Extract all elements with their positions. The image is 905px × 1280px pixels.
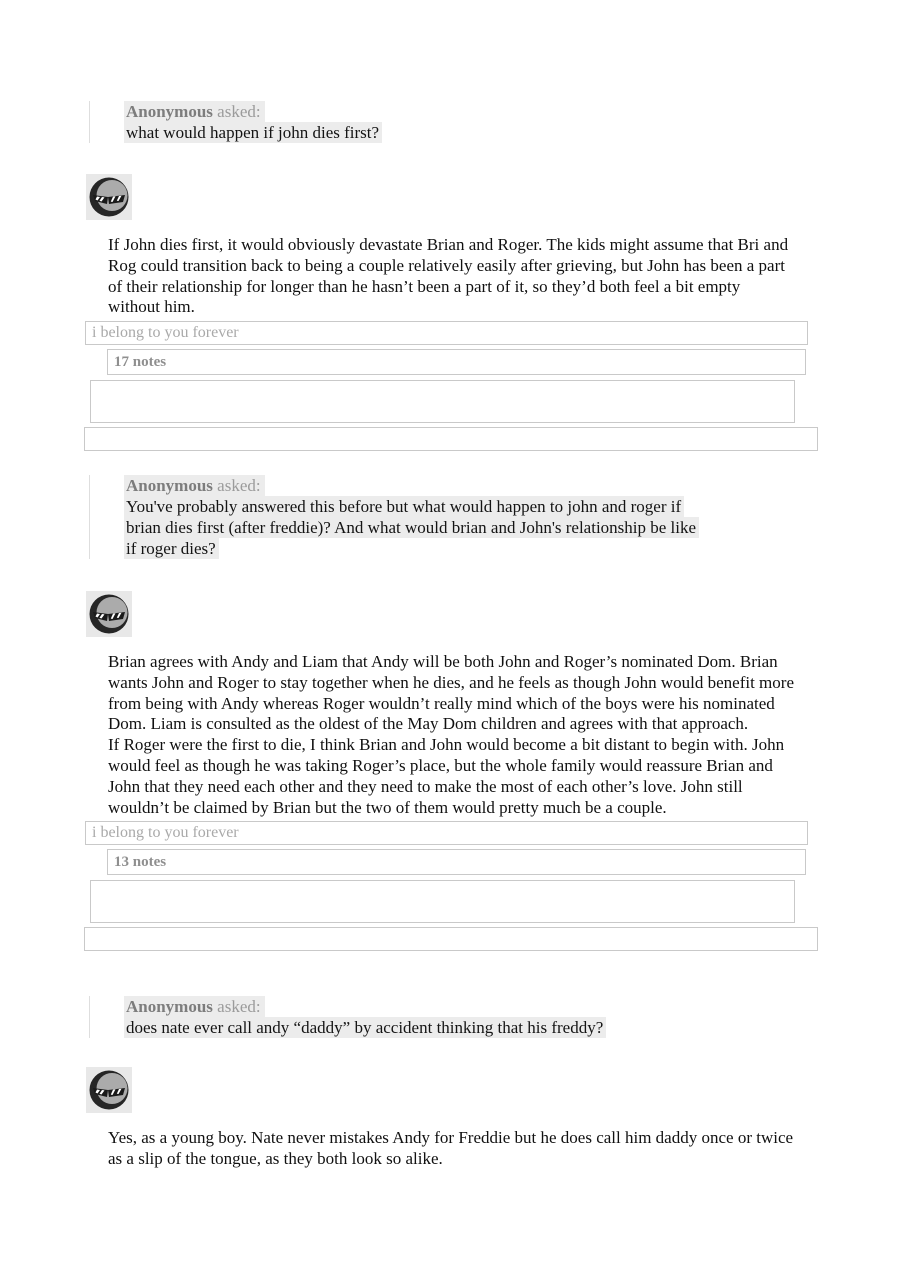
question-text: does nate ever call andy “daddy” by accident thinking that his freddy?: [124, 1017, 710, 1038]
asked-label: asked:: [217, 997, 261, 1016]
question-text: You've probably answered this before but what would happen to john and roger if brian dies first (after freddie)? And what would brian and John's relationship be like if roger dies?: [124, 496, 710, 559]
sunglasses-moon-avatar-icon[interactable]: [86, 591, 132, 637]
asker-name: Anonymous: [126, 476, 213, 495]
question-header: [124, 475, 905, 496]
question-block: [89, 475, 905, 559]
answer-text: [108, 235, 794, 318]
question-header-highlight: [124, 475, 265, 496]
ask-post: [0, 475, 905, 951]
question-header: [124, 101, 905, 122]
question-header-highlight: [124, 101, 265, 122]
ask-post: [0, 101, 905, 451]
sunglasses-moon-avatar-icon[interactable]: [86, 174, 132, 220]
ask-post: [0, 996, 905, 1170]
post-footer-placeholder[interactable]: [84, 927, 818, 951]
answer-text: [108, 1128, 794, 1170]
tag-link[interactable]: i belong to you forever: [85, 821, 808, 845]
answer-paragraph: If John dies first, it would obviously devastate Brian and Roger. The kids might assume that Bri and Rog could transition back to being a couple relatively easily after grieving, but John has been a part of their relationship for longer than he hasn’t been a part of it, so they’d both feel a bit empty without him.: [108, 235, 789, 317]
sunglasses-moon-avatar-icon[interactable]: [86, 1067, 132, 1113]
post-controls-placeholder[interactable]: [90, 380, 795, 423]
answer-paragraph: Yes, as a young boy. Nate never mistakes Andy for Freddie but he does call him daddy once or twice as a slip of the tongue, as they both look so alike.: [108, 1128, 794, 1168]
asked-label: asked:: [217, 476, 261, 495]
question-text: what would happen if john dies first?: [124, 122, 710, 143]
answer-paragraph: If Roger were the first to die, I think Brian and John would become a bit distant to begin with. John would feel as though he was taking Roger’s place, but the whole family would reassure Brian and John that they need each other and they need to make the most of each other’s love. John still wouldn’t be claimed by Brian but the two of them would pretty much be a couple.: [108, 735, 785, 817]
question-block: [89, 996, 905, 1038]
asked-label: asked:: [217, 102, 261, 121]
answer-text: [108, 652, 794, 818]
notes-count-link[interactable]: 13 notes: [107, 849, 806, 875]
question-block: [89, 101, 905, 143]
asker-name: Anonymous: [126, 102, 213, 121]
answer-paragraph: Brian agrees with Andy and Liam that Andy will be both John and Roger’s nominated Dom. Brian wants John and Roger to stay together when he dies, and he feels as though John would benefit more from being with Andy whereas Roger wouldn’t really mind which of the boys were his nominated Dom. Liam is consulted as the oldest of the May Dom children and agrees with that approach.: [108, 652, 794, 734]
asker-name: Anonymous: [126, 997, 213, 1016]
notes-count-link[interactable]: 17 notes: [107, 349, 806, 375]
tag-link[interactable]: i belong to you forever: [85, 321, 808, 345]
post-footer-placeholder[interactable]: [84, 427, 818, 451]
post-controls-placeholder[interactable]: [90, 880, 795, 923]
question-header: [124, 996, 905, 1017]
question-header-highlight: [124, 996, 265, 1017]
